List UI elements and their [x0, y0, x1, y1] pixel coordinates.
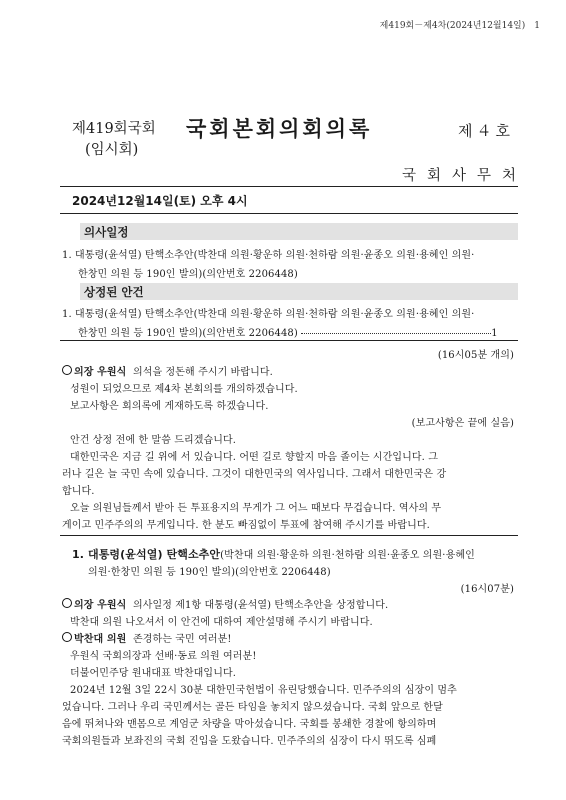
speech1-line3: 보고사항은 회의록에 게재하도록 하겠습니다. [70, 401, 269, 412]
agenda-item-time: (16시07분) [460, 584, 514, 595]
speech3-line7: 국회의원들과 보좌진의 국회 진입을 도왔습니다. 민주주의의 심장이 다시 뛰도록 심폐 [62, 736, 437, 747]
speaker-circle-icon [62, 365, 72, 375]
page-reference: 1 [491, 328, 498, 339]
agenda-item-rule [60, 535, 518, 536]
agenda-item-line1: 1. 대통령(윤석열) 탄핵소추안(박찬대 의원·황운하 의원·천하람 의원·윤종오 의원·용혜인 의원· [62, 250, 475, 261]
agenda-heading: 의사일정 [84, 225, 129, 239]
agenda-item-line2: 한창민 의원 등 190인 발의)(의안번호 2206448) [78, 269, 298, 280]
speech1-line2: 성원이 되었으므로 제4차 본회의를 개의하겠습니다. [70, 384, 298, 395]
agenda-item-title-line1 [72, 546, 475, 562]
speech3-line5: 었습니다. 그러나 우리 국민께서는 골든 타임을 놓치지 않으셨습니다. 국회 앞으로 한달 [62, 702, 443, 713]
speech3-line6: 음에 뛰쳐나와 맨몸으로 계엄군 차량을 막아섰습니다. 국회를 봉쇄한 경찰에 항의하며 [62, 719, 437, 730]
speaker-name: 박찬대 의원 [74, 634, 127, 645]
speech-text: 존경하는 국민 여러분! [132, 634, 232, 645]
speech-text: 의사일정 제1항 대통령(윤석열) 탄핵소추안을 상정합니다. [132, 600, 389, 611]
speech1-line5: 대한민국은 지금 길 위에 서 있습니다. 어떤 길로 향할지 마음 졸이는 시간입니다. 그 [70, 452, 438, 463]
speech3-line4: 2024년 12월 3일 22시 30분 대한민국헌법이 유린당했습니다. 민주주의의 심장이 멈추 [70, 685, 457, 696]
running-header: 제419회－제4차(2024년12월14일) 1 [379, 21, 540, 31]
submitted-item-line1: 1. 대통령(윤석열) 탄핵소추안(박찬대 의원·황운하 의원·천하람 의원·윤종오 의원·용혜인 의원· [62, 309, 475, 320]
speaker-circle-icon [62, 632, 72, 642]
speaker-name: 의장 우원식 [74, 600, 127, 611]
speech2-line2: 박찬대 의원 나오셔서 이 안건에 대하여 제안설명해 주시기 바랍니다. [70, 617, 373, 628]
agenda-heading-shade [80, 223, 518, 240]
toc-rule [60, 340, 518, 341]
agenda-item-title-line2: 의원·한창민 의원 등 190인 발의)(의안번호 2206448) [88, 567, 331, 578]
speech2-first-line [62, 596, 388, 611]
speech1-line6: 러나 길은 늘 국민 속에 있습니다. 그것이 대한민국의 역사입니다. 그래서 대한민국은 강 [62, 469, 447, 480]
toc-leader [301, 333, 491, 334]
speaker-circle-icon [62, 598, 72, 608]
speaker-name: 의장 우원식 [74, 367, 127, 378]
document-title: 국회본회의회의록 [186, 116, 373, 141]
speech3-line3: 더불어민주당 원내대표 박찬대입니다. [70, 668, 236, 679]
speech1-note: (보고사항은 끝에 실음) [411, 418, 514, 429]
date-rule [60, 213, 518, 214]
speech3-first-line [62, 630, 231, 645]
session-number: 제419회국회 [72, 121, 156, 137]
speech3-line2: 우원식 국회의장과 선배·동료 의원 여러분! [70, 651, 257, 662]
header-rule [60, 186, 518, 187]
opening-time: (16시05분 개의) [437, 350, 514, 361]
submitted-heading-shade [80, 283, 518, 300]
session-type: (임시회) [85, 142, 139, 158]
submitted-heading: 상정된 안건 [84, 285, 144, 299]
speech1-line7: 합니다. [62, 486, 95, 497]
agenda-item-title: 1. 대통령(윤석열) 탄핵소추안 [72, 548, 221, 561]
speech1-first-line [62, 363, 273, 378]
speech1-line9: 게이고 민주주의의 무게입니다. 한 분도 빠짐없이 투표에 참여해 주시기를 바랍니다. [62, 520, 430, 531]
speech1-line4: 안건 상정 전에 한 말씀 드리겠습니다. [70, 435, 237, 446]
speech1-line8: 오늘 의원님들께서 받아 든 투표용지의 무게가 그 어느 때보다 무겁습니다. 역사의 무 [70, 503, 442, 514]
issue-number: 제４호 [458, 122, 514, 140]
agenda-item-sponsors: (박찬대 의원·황운하 의원·천하람 의원·윤종오 의원·용혜인 [220, 550, 475, 561]
submitted-item-text: 한창민 의원 등 190인 발의)(의안번호 2206448) [78, 328, 298, 339]
issuing-office: 국회사무처 [402, 168, 528, 184]
speech-text: 의석을 정돈해 주시기 바랍니다. [132, 367, 273, 378]
meeting-date: 2024년12월14일(토) 오후 4시 [72, 194, 248, 208]
submitted-item-line2 [78, 324, 498, 339]
